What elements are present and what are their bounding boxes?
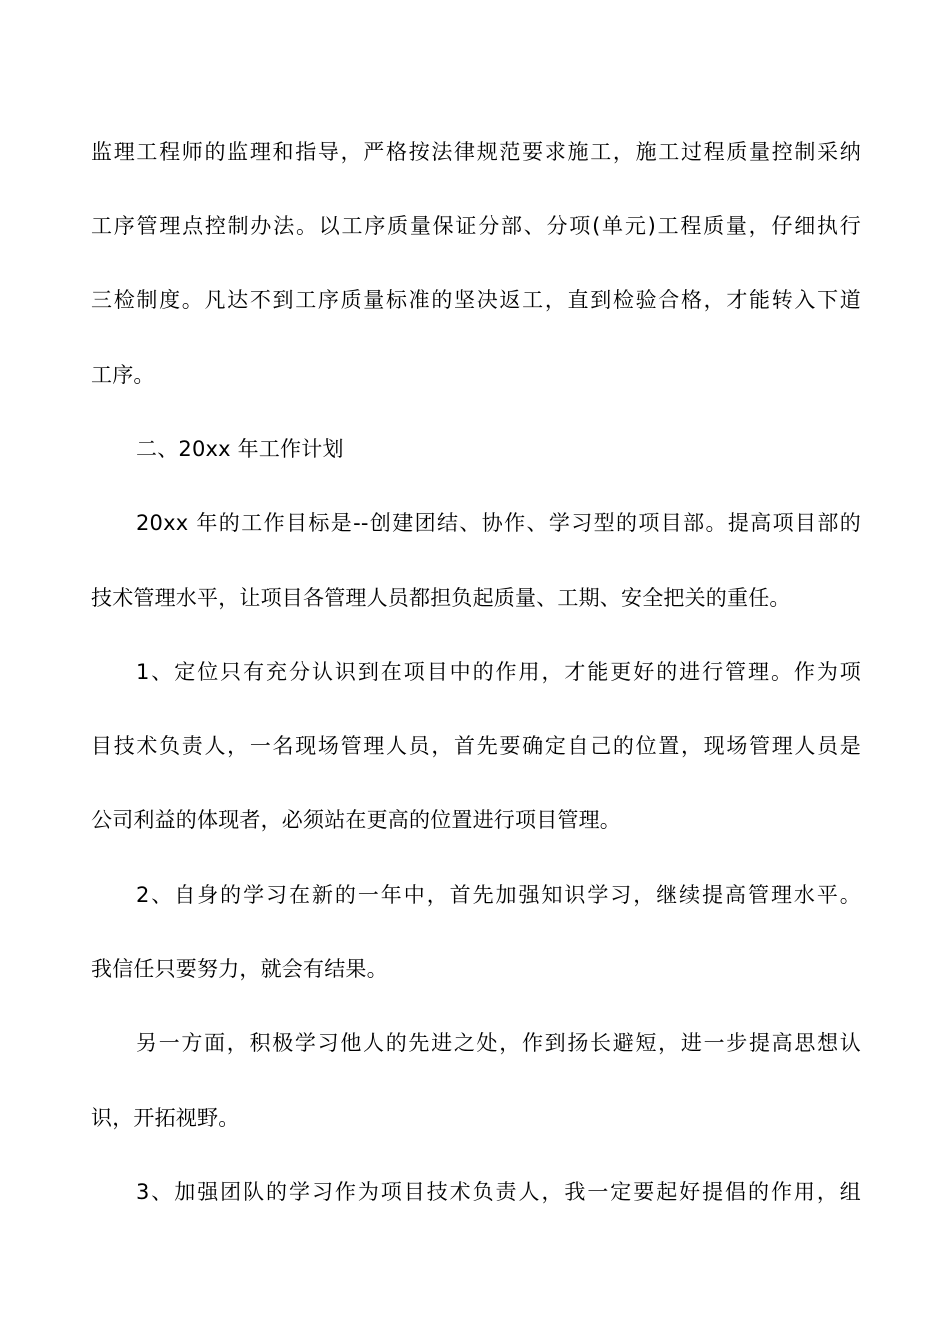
paragraph-line: 我信任只要努力，就会有结果。 (91, 957, 388, 981)
paragraph-line: 监理工程师的监理和指导，严格按法律规范要求施工，施工过程质量控制采纳 (91, 140, 861, 164)
paragraph-line: 三检制度。凡达不到工序质量标准的坚决返工，直到检验合格，才能转入下道 (91, 288, 861, 312)
paragraph-line: 技术管理水平，让项目各管理人员都担负起质量、工期、安全把关的重任。 (91, 586, 791, 610)
section-heading: 二、20xx 年工作计划 (136, 437, 344, 461)
paragraph-line: 3、加强团队的学习作为项目技术负责人，我一定要起好提倡的作用，组 (136, 1180, 861, 1204)
paragraph-line: 公司利益的体现者，必须站在更高的位置进行项目管理。 (91, 808, 621, 832)
paragraph-line: 工序。 (91, 363, 155, 387)
paragraph-line: 2、自身的学习在新的一年中，首先加强知识学习，继续提高管理水平。 (136, 883, 861, 907)
paragraph-line: 1、定位只有充分认识到在项目中的作用，才能更好的进行管理。作为项 (136, 660, 861, 684)
paragraph-line: 工序管理点控制办法。以工序质量保证分部、分项(单元)工程质量，仔细执行 (91, 214, 861, 238)
paragraph-line: 20xx 年的工作目标是--创建团结、协作、学习型的项目部。提高项目部的 (136, 511, 861, 535)
paragraph-line: 目技术负责人，一名现场管理人员，首先要确定自己的位置，现场管理人员是 (91, 734, 861, 758)
paragraph-line: 识，开拓视野。 (91, 1106, 240, 1130)
paragraph-line: 另一方面，积极学习他人的先进之处，作到扬长避短，进一步提高思想认 (136, 1031, 861, 1055)
